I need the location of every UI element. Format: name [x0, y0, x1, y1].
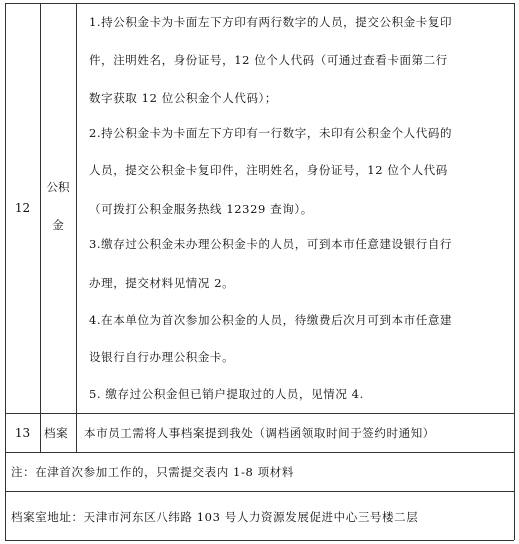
content-line: 2.持公积金卡为卡面左下方印有一行数字，未印有公积金个人代码的: [89, 126, 453, 140]
row-category-line: 公积: [46, 180, 70, 194]
content-line: 办理，提交材料见情况 2。: [89, 276, 235, 290]
content-line: 1.持公积金卡为卡面左下方印有两行数字的人员，提交公积金卡复印: [89, 15, 453, 29]
content-line: 5. 缴存过公积金但已销户提取过的人员，见情况 4.: [89, 387, 364, 401]
content-line: （可拨打公积金服务热线 12329 查询）。: [89, 202, 313, 216]
content-line: 件，注明姓名，身份证号，12 位个人代码（可通过查看卡面第二行: [89, 53, 448, 67]
content-line: 人员，提交公积金卡复印件，注明姓名，身份证号，12 位个人代码: [89, 163, 448, 177]
row-divider: [5, 452, 514, 453]
archive-address: 档案室地址：天津市河东区八纬路 103 号人力资源发展促进中心三号楼二层: [11, 510, 419, 524]
table-border-left: [5, 3, 6, 540]
row-divider: [5, 413, 514, 414]
table-border-top: [5, 3, 514, 4]
content-line: 4.在本单位为首次参加公积金的人员，待缴费后次月可到本市任意建: [89, 313, 453, 327]
content-line: 数字获取 12 位公积金个人代码）；: [89, 91, 277, 105]
content-line: 设银行自行办理公积金卡。: [89, 350, 235, 364]
row-divider: [5, 491, 514, 492]
row-number: 12: [14, 201, 31, 215]
row-category-line: 金: [52, 218, 64, 232]
column-divider: [76, 3, 77, 452]
table-border-bottom: [5, 540, 514, 541]
content-line: 3.缴存过公积金未办理公积金卡的人员，可到本市任意建设银行自行: [89, 237, 453, 251]
table-border-right: [514, 3, 515, 540]
row-content: 本市员工需将人事档案提到我处（调档函领取时间于签约时通知）: [84, 426, 435, 440]
row-category: 档案: [44, 426, 69, 440]
note-text: 注：在津首次参加工作的，只需提交表内 1-8 项材料: [11, 465, 294, 479]
row-number: 13: [14, 426, 31, 440]
column-divider: [40, 3, 41, 452]
